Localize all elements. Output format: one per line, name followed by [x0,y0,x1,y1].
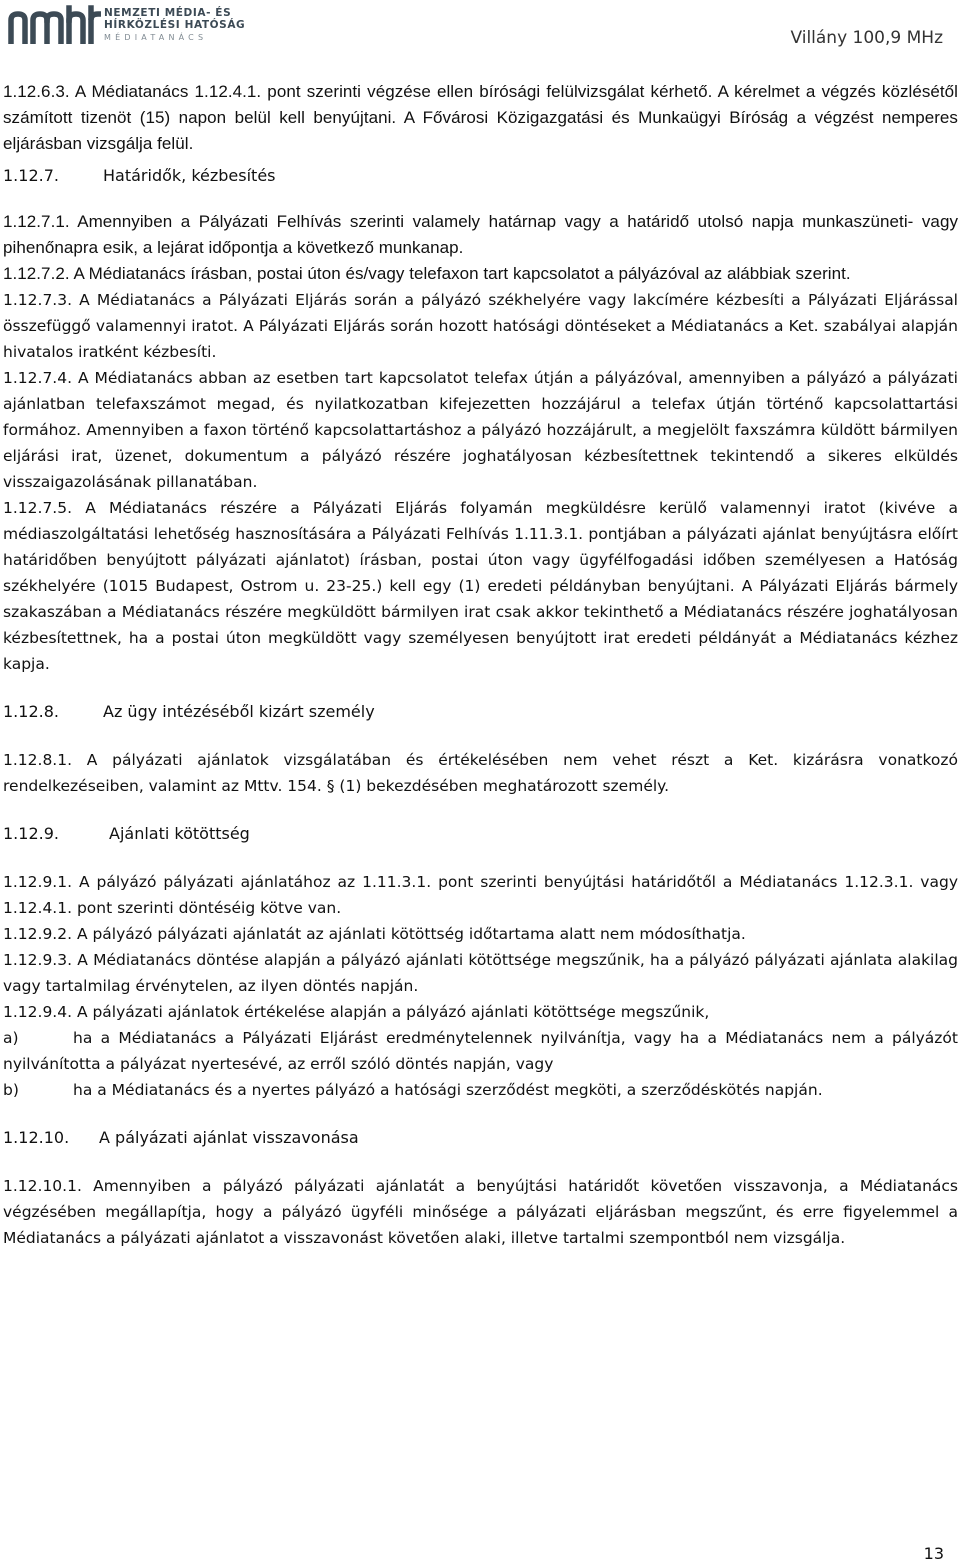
section-heading-1-12-7 [3,163,958,189]
paragraph-1-12-7-4: 1.12.7.4. A Médiatanács abban az esetben tart kapcsolatot telefax útján a pályázóval, amennyiben a pályázó a pályázati ajánlatban telefaxszámot megad, és nyilatkozatban kifejezetten hozzájárul a telefax útján történő kapcsolattartási formához. Amennyiben a faxon történő kapcsolattartáshoz a pályázó hozzájárult, a megjelölt faxszámra küldött bármilyen eljárási irat, üzenet, dokumentum a pályázó részére joghatályosan kézbesítettnek tekintendő a sikeres elküldés visszaigazolásának pillanatában. [3,369,958,491]
page-header [0,0,960,50]
list-marker: b) [3,1081,19,1099]
paragraph-1-12-9-2: 1.12.9.2. A pályázó pályázati ajánlatát az ajánlati kötöttség időtartama alatt nem módosíthatja. [3,925,746,943]
list-marker: a) [3,1029,19,1047]
location-title: Villány 100,9 MHz [790,28,943,48]
section-heading-1-12-9 [3,821,958,847]
paragraph-1-12-9-3: 1.12.9.3. A Médiatanács döntése alapján a pályázó ajánlati kötöttsége megszűnik, ha a pályázó pályázati ajánlata alakilag vagy tartalmilag érvénytelen, az ilyen döntés napján. [3,951,958,995]
list-item-b [3,1077,958,1103]
paragraph-1-12-7-3: 1.12.7.3. A Médiatanács a Pályázati Eljárás során a pályázó székhelyére vagy lakcímére kézbesíti a Pályázati Eljárással összefüggő valamennyi iratot. A Pályázati Eljárás során hozott hatósági döntéseket a Médiatanács a Ket. szabályai alapján hivatalos iratként kézbesíti. [3,291,958,361]
section-number: 1.12.10. [3,1128,70,1147]
section-heading-1-12-10 [3,1125,958,1151]
section-number: 1.12.8. [3,702,59,721]
paragraph-1-12-9-1: 1.12.9.1. A pályázó pályázati ajánlatához az 1.11.3.1. pont szerinti benyújtási határidőtől a Médiatanács 1.12.3.1. vagy 1.12.4.1. pont szerinti döntéséig kötve van. [3,873,958,917]
list-text: ha a Médiatanács a Pályázati Eljárást eredménytelennek nyilvánítja, vagy ha a Médiatanács nem a pályázót nyilvánította a pályázat nyertesévé, az erről szóló döntés napján, vagy [3,1029,958,1073]
list-item-a [3,1025,958,1077]
section-heading-1-12-8 [3,699,958,725]
paragraph-1-12-7-5: 1.12.7.5. A Médiatanács részére a Pályázati Eljárás folyamán megküldésre kerülő valamennyi iratot (kivéve a médiaszolgáltatási lehetőség hasznosítására a Pályázati Felhívás 1.11.3.1. pontjában a pályázati ajánlat benyújtásra előírt határidőben benyújtott pályázati ajánlatot) írásban, postai úton vagy ügyfélfogadási időben személyesen a Hatóság székhelyére (1015 Budapest, Ostrom u. 23-25.) kell egy (1) eredeti példányban benyújtani. A Pályázati Eljárás bármely szakaszában a Médiatanács részére megküldött bármilyen irat csak akkor tekinthető a Médiatanács részére joghatályosan kézbesítettnek, ha a postai úton megküldött vagy személyesen benyújtott irat eredeti példányát a Médiatanács kézhez kapja. [3,499,958,673]
section-title: Az ügy intézéséből kizárt személy [103,702,375,721]
section-title: Ajánlati kötöttség [109,824,250,843]
section-title: Határidők, kézbesítés [103,166,276,185]
page-number: 13 [923,1544,944,1563]
org-line-1: NEMZETI MÉDIA- ÉS [104,7,232,19]
section-title: A pályázati ajánlat visszavonása [99,1128,359,1147]
nmhh-logo-icon [6,4,102,44]
org-line-3: MÉDIATANÁCS [104,33,208,42]
document-body [3,79,958,1251]
paragraph-1-12-7-1: 1.12.7.1. Amennyiben a Pályázati Felhívás szerinti valamely határnap vagy a határidő utolsó napja munkaszüneti- vagy pihenőnapra esik, a lejárat időpontja a következő munkanap. [3,212,958,257]
paragraph-1-12-9-4: 1.12.9.4. A pályázati ajánlatok értékelése alapján a pályázó ajánlati kötöttsége megszűnik, [3,1003,710,1021]
paragraph-1-12-7-2: 1.12.7.2. A Médiatanács írásban, postai úton és/vagy telefaxon tart kapcsolatot a pályázóval az alábbiak szerint. [3,264,851,283]
org-line-2: HÍRKÖZLÉSI HATÓSÁG [104,19,246,31]
paragraph-1-12-10-1: 1.12.10.1. Amennyiben a pályázó pályázati ajánlatát a benyújtási határidőt követően visszavonja, a Médiatanács végzésében megállapítja, hogy a pályázó ügyféli minősége a pályázati eljárásban megszűnt, és erre figyelemmel a Médiatanács a pályázati ajánlatot a visszavonást követően alaki, illetve tartalmi szempontból nem vizsgálja. [3,1177,958,1247]
paragraph-1-12-6-3: 1.12.6.3. A Médiatanács 1.12.4.1. pont szerinti végzése ellen bírósági felülvizsgálat kérhető. A kérelmet a végzés közlésétől számított tizenöt (15) napon belül kell benyújtani. A Fővárosi Közigazgatási és Munkaügyi Bíróság a végzést nemperes eljárásban vizsgálja felül. [3,82,958,153]
paragraph-1-12-8-1: 1.12.8.1. A pályázati ajánlatok vizsgálatában és értékelésében nem vehet részt a Ket. kizárásra vonatkozó rendelkezéseiben, valamint az Mttv. 154. § (1) bekezdésében meghatározott személy. [3,751,958,795]
organization-name [104,7,245,44]
section-number: 1.12.7. [3,166,59,185]
section-number: 1.12.9. [3,824,59,843]
list-text: ha a Médiatanács és a nyertes pályázó a hatósági szerződést megköti, a szerződéskötés napján. [73,1081,823,1099]
